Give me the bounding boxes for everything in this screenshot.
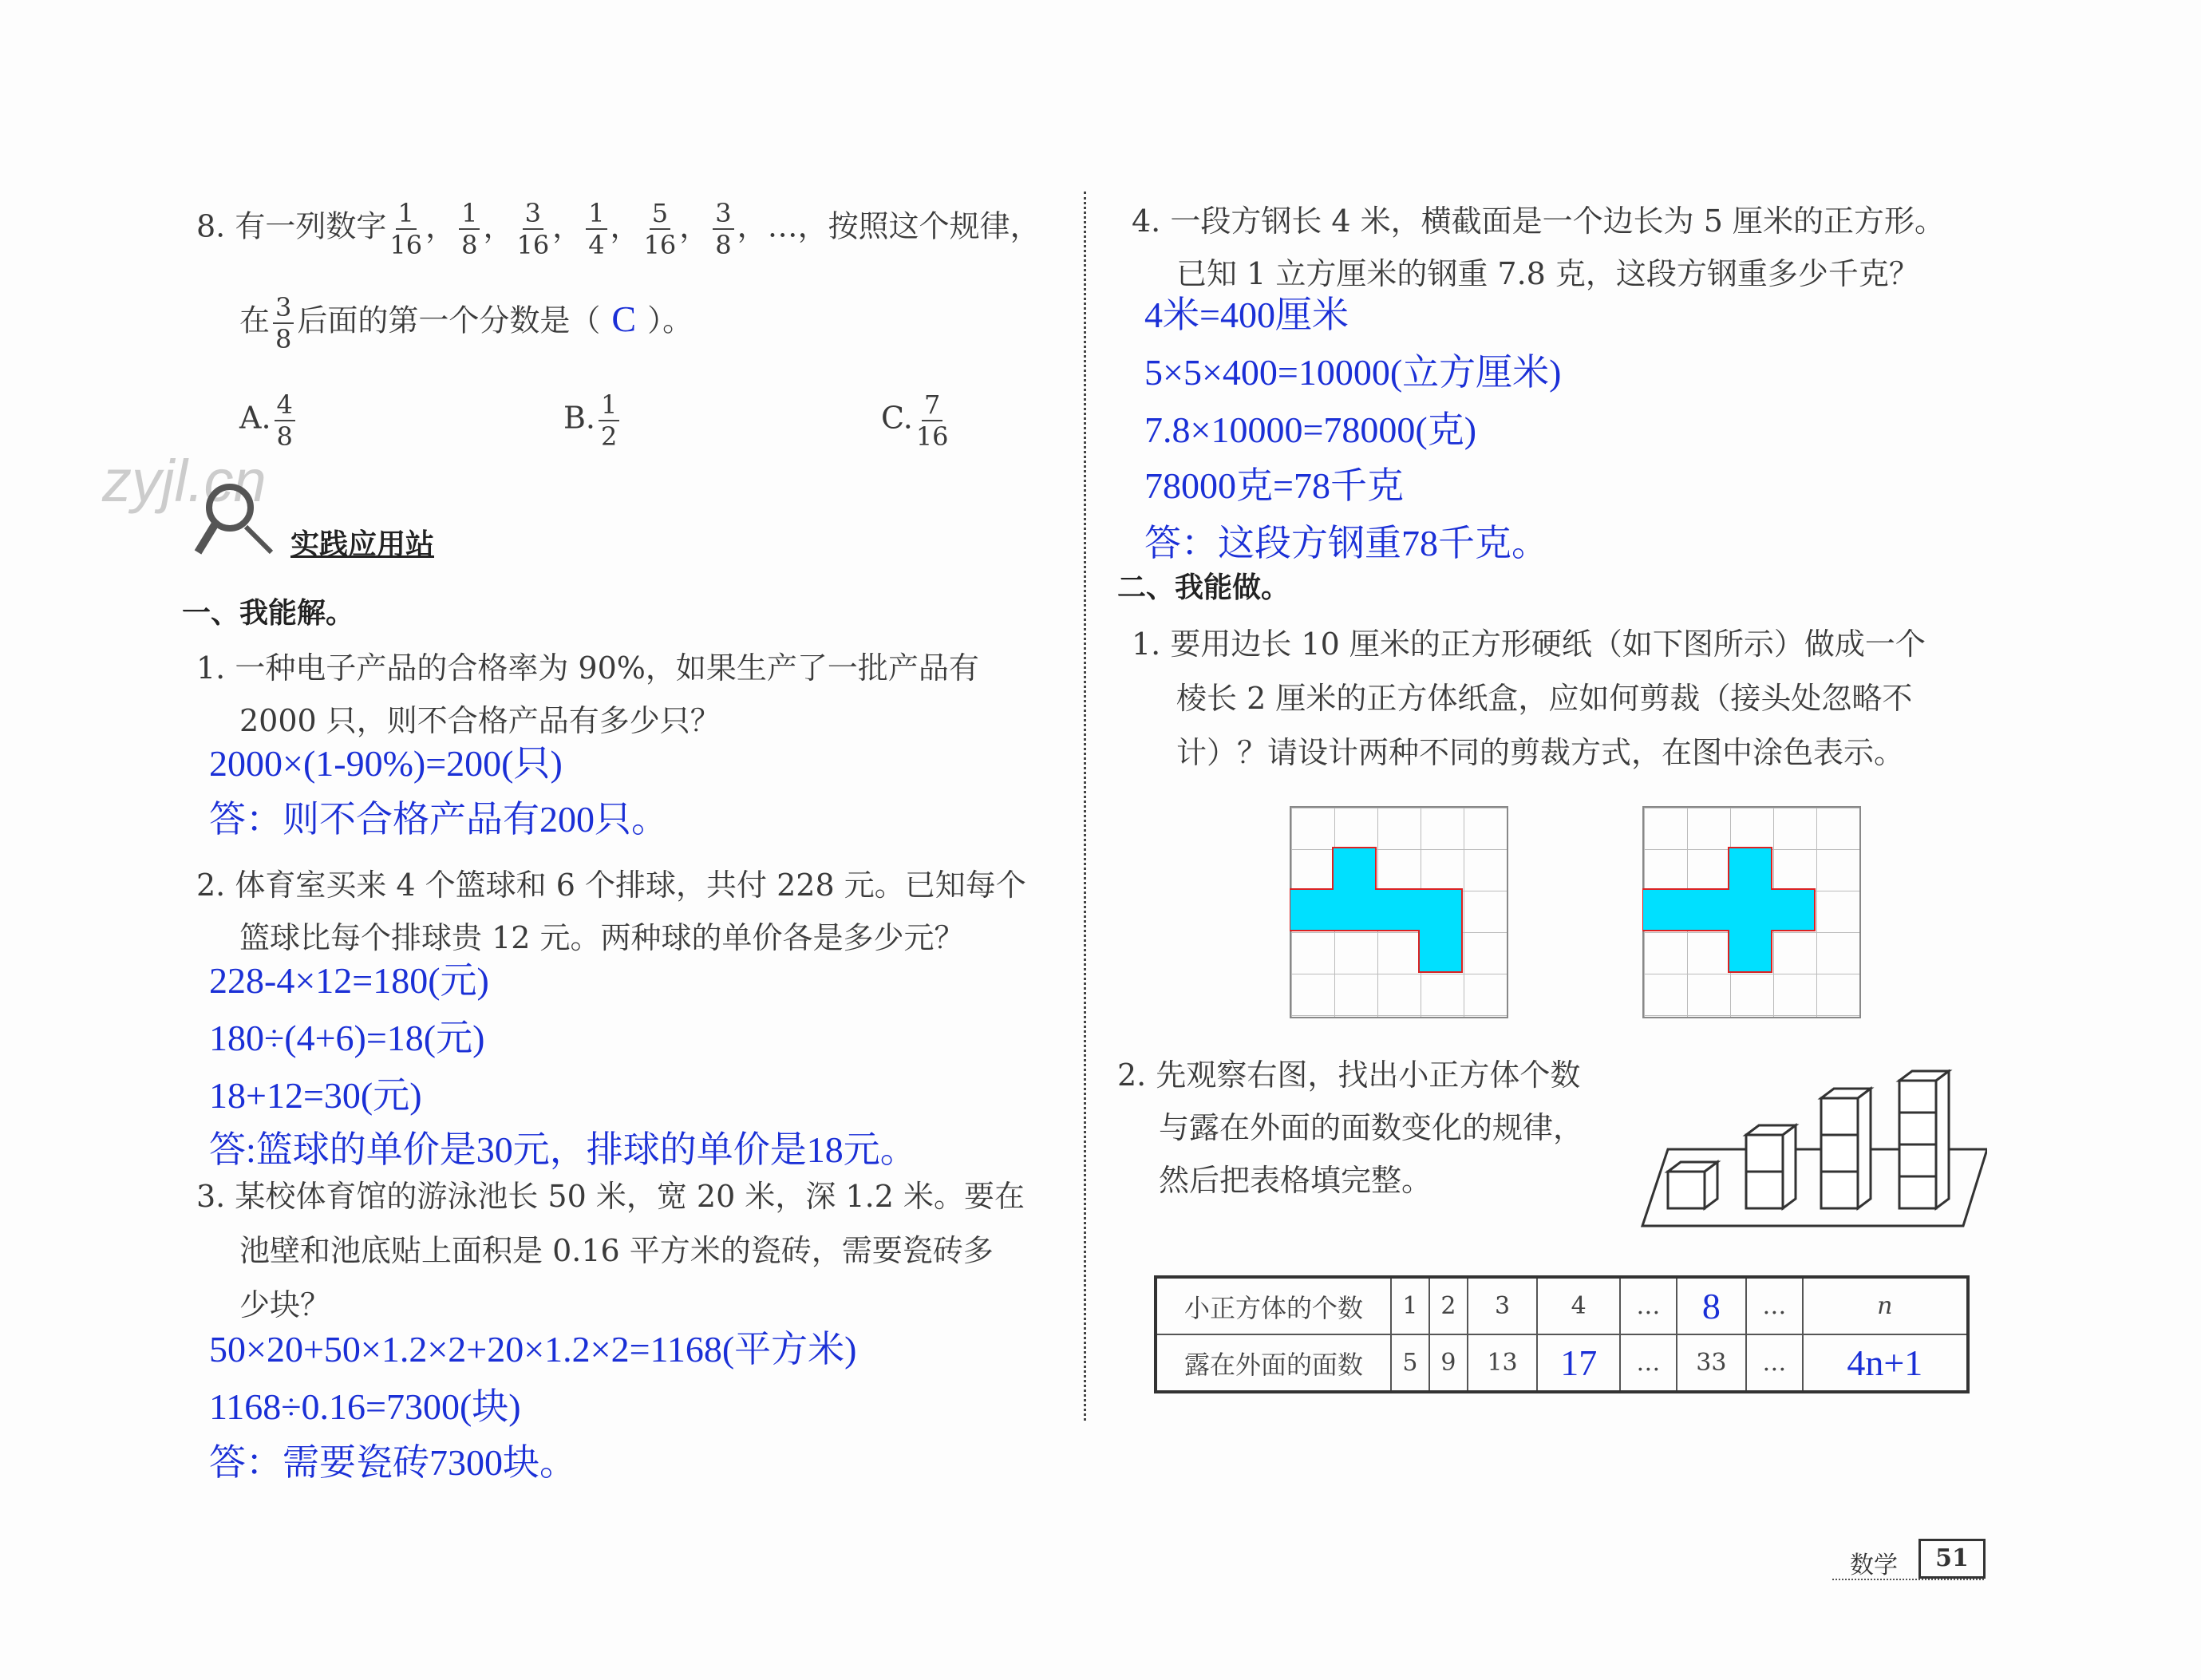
r2-line2: 与露在外面的面数变化的规律，	[1159, 1110, 1584, 1145]
table-cell-answer: 17	[1537, 1334, 1620, 1392]
table-cell: 3	[1468, 1277, 1538, 1334]
table-cell: …	[1746, 1334, 1803, 1392]
q8-line1	[196, 198, 1041, 260]
table-cell: 1	[1391, 1277, 1429, 1334]
p2-line2: 篮球比每个排球贵 12 元。两种球的单价各是多少元？	[239, 920, 965, 955]
fraction: $\frac{3}{8}$	[713, 198, 733, 260]
p2-answer-2: 180÷(4+6)=18(元)	[209, 1018, 485, 1058]
p2-answer-3: 18+12=30(元)	[209, 1075, 422, 1116]
table-cell: 9	[1429, 1334, 1468, 1392]
r1-line2: 棱长 2 厘米的正方体纸盒，应如何剪裁（接头处忽略不	[1176, 681, 1913, 716]
part1-heading: 一、我能解。	[182, 597, 355, 630]
p4-answer-1: 4米=400厘米	[1144, 294, 1349, 335]
page-number: 51	[1918, 1539, 1986, 1579]
p4-answer-5: 答：这段方钢重78千克。	[1144, 523, 1548, 563]
section-title: 实践应用站	[290, 528, 435, 561]
column-divider	[1084, 192, 1086, 1421]
q8-option-b: B. $\frac{1}{2}$	[563, 389, 622, 452]
table-cell: …	[1620, 1277, 1677, 1334]
q8-line2-prefix: 在	[239, 302, 271, 338]
q8-prefix: 8. 有一列数字	[196, 208, 387, 244]
p2-line1: 2. 体育室买来 4 个篮球和 6 个排球，共付 228 元。已知每个	[196, 868, 1026, 903]
p3-line1: 3. 某校体育馆的游泳池长 50 米，宽 20 米，深 1.2 米。要在	[196, 1179, 1025, 1214]
p3-line3: 少块？	[239, 1287, 331, 1322]
r2-line3: 然后把表格填完整。	[1159, 1163, 1432, 1198]
fraction: $\frac{5}{16}$	[643, 198, 677, 260]
table-row-label: 小正方体的个数	[1156, 1277, 1391, 1334]
fraction: $\frac{3}{8}$	[273, 292, 294, 354]
p4-answer-3: 7.8×10000=78000(克)	[1144, 409, 1477, 450]
table-cell-answer: 8	[1677, 1277, 1747, 1334]
fraction: $\frac{1}{8}$	[459, 198, 480, 260]
p1-answer-1: 2000×(1-90%)=200(只)	[209, 743, 563, 784]
table-cell: 5	[1391, 1334, 1429, 1392]
q8-option-a: A. $\frac{4}{8}$	[239, 389, 298, 452]
p1-line1: 1. 一种电子产品的合格率为 90%，如果生产了一批产品有	[196, 650, 979, 686]
q8-suffix: ，…，按照这个规律，	[737, 208, 1041, 244]
cube-net-2	[1642, 806, 1861, 1018]
p3-answer-1: 50×20+50×1.2×2+20×1.2×2=1168(平方米)	[209, 1329, 857, 1370]
table-cell: 4	[1537, 1277, 1620, 1334]
q8-line2	[239, 292, 693, 354]
p3-line2: 池壁和池底贴上面积是 0.16 平方米的瓷砖，需要瓷砖多	[239, 1233, 994, 1268]
q8-answer: C	[611, 298, 637, 339]
table-cell: 2	[1429, 1277, 1468, 1334]
footer-subject: 数学	[1850, 1552, 1898, 1579]
table-cell: …	[1746, 1277, 1803, 1334]
table-row-label: 露在外面的面数	[1156, 1334, 1391, 1392]
table-cell-answer: 4n+1	[1803, 1334, 1968, 1392]
magnifier-icon	[182, 479, 278, 559]
table-cell: 33	[1677, 1334, 1747, 1392]
p4-answer-4: 78000克=78千克	[1144, 465, 1404, 506]
part2-heading: 二、我能做。	[1117, 571, 1290, 604]
r2-line1: 2. 先观察右图，找出小正方体个数	[1117, 1057, 1581, 1093]
r1-line3: 计）？请设计两种不同的剪裁方式，在图中涂色表示。	[1176, 735, 1905, 770]
p4-line1: 4. 一段方钢长 4 米，横截面是一个边长为 5 厘米的正方形。	[1132, 204, 1946, 239]
p1-line2: 2000 只，则不合格产品有多少只？	[239, 703, 721, 738]
table-row	[1156, 1334, 1968, 1392]
table-cell: 13	[1468, 1334, 1538, 1392]
p4-line2: 已知 1 立方厘米的钢重 7.8 克，这段方钢重多少千克？	[1176, 256, 1919, 291]
p4-answer-2: 5×5×400=10000(立方厘米)	[1144, 352, 1562, 393]
watermark: zyjl.cn	[102, 448, 267, 514]
q8-line2-mid: 后面的第一个分数是（	[297, 302, 601, 338]
table-row	[1156, 1277, 1968, 1334]
fraction: $\frac{3}{16}$	[516, 198, 550, 260]
footer-rule	[1832, 1579, 1984, 1580]
table-cell: n	[1803, 1277, 1968, 1334]
q8-line2-end: ）。	[647, 302, 693, 338]
p3-answer-2: 1168÷0.16=7300(块)	[209, 1386, 521, 1427]
p2-answer-4: 答:篮球的单价是30元，排球的单价是18元。	[209, 1129, 917, 1170]
table-cell: …	[1620, 1334, 1677, 1392]
pattern-table	[1154, 1275, 1970, 1393]
fraction: $\frac{1}{4}$	[586, 198, 607, 260]
q8-fraction-list: $\frac{1}{16}$ ， $\frac{1}{8}$ ， $\frac{3}{16}$ ， $\frac{1}{4}$ ， $\frac{5}{16}$ ， $\frac{3}{8}$	[386, 209, 737, 244]
r1-line1: 1. 要用边长 10 厘米的正方形硬纸（如下图所示）做成一个	[1132, 627, 1926, 662]
p1-answer-2: 答：则不合格产品有200只。	[209, 799, 668, 840]
stacked-cubes-illustration	[1636, 1069, 1987, 1229]
p2-answer-1: 228-4×12=180(元)	[209, 960, 489, 1001]
fraction: $\frac{1}{16}$	[389, 198, 423, 260]
p3-answer-3: 答：需要瓷砖7300块。	[209, 1442, 576, 1483]
q8-option-c: C. $\frac{7}{16}$	[881, 389, 949, 452]
cube-net-1	[1290, 806, 1508, 1018]
